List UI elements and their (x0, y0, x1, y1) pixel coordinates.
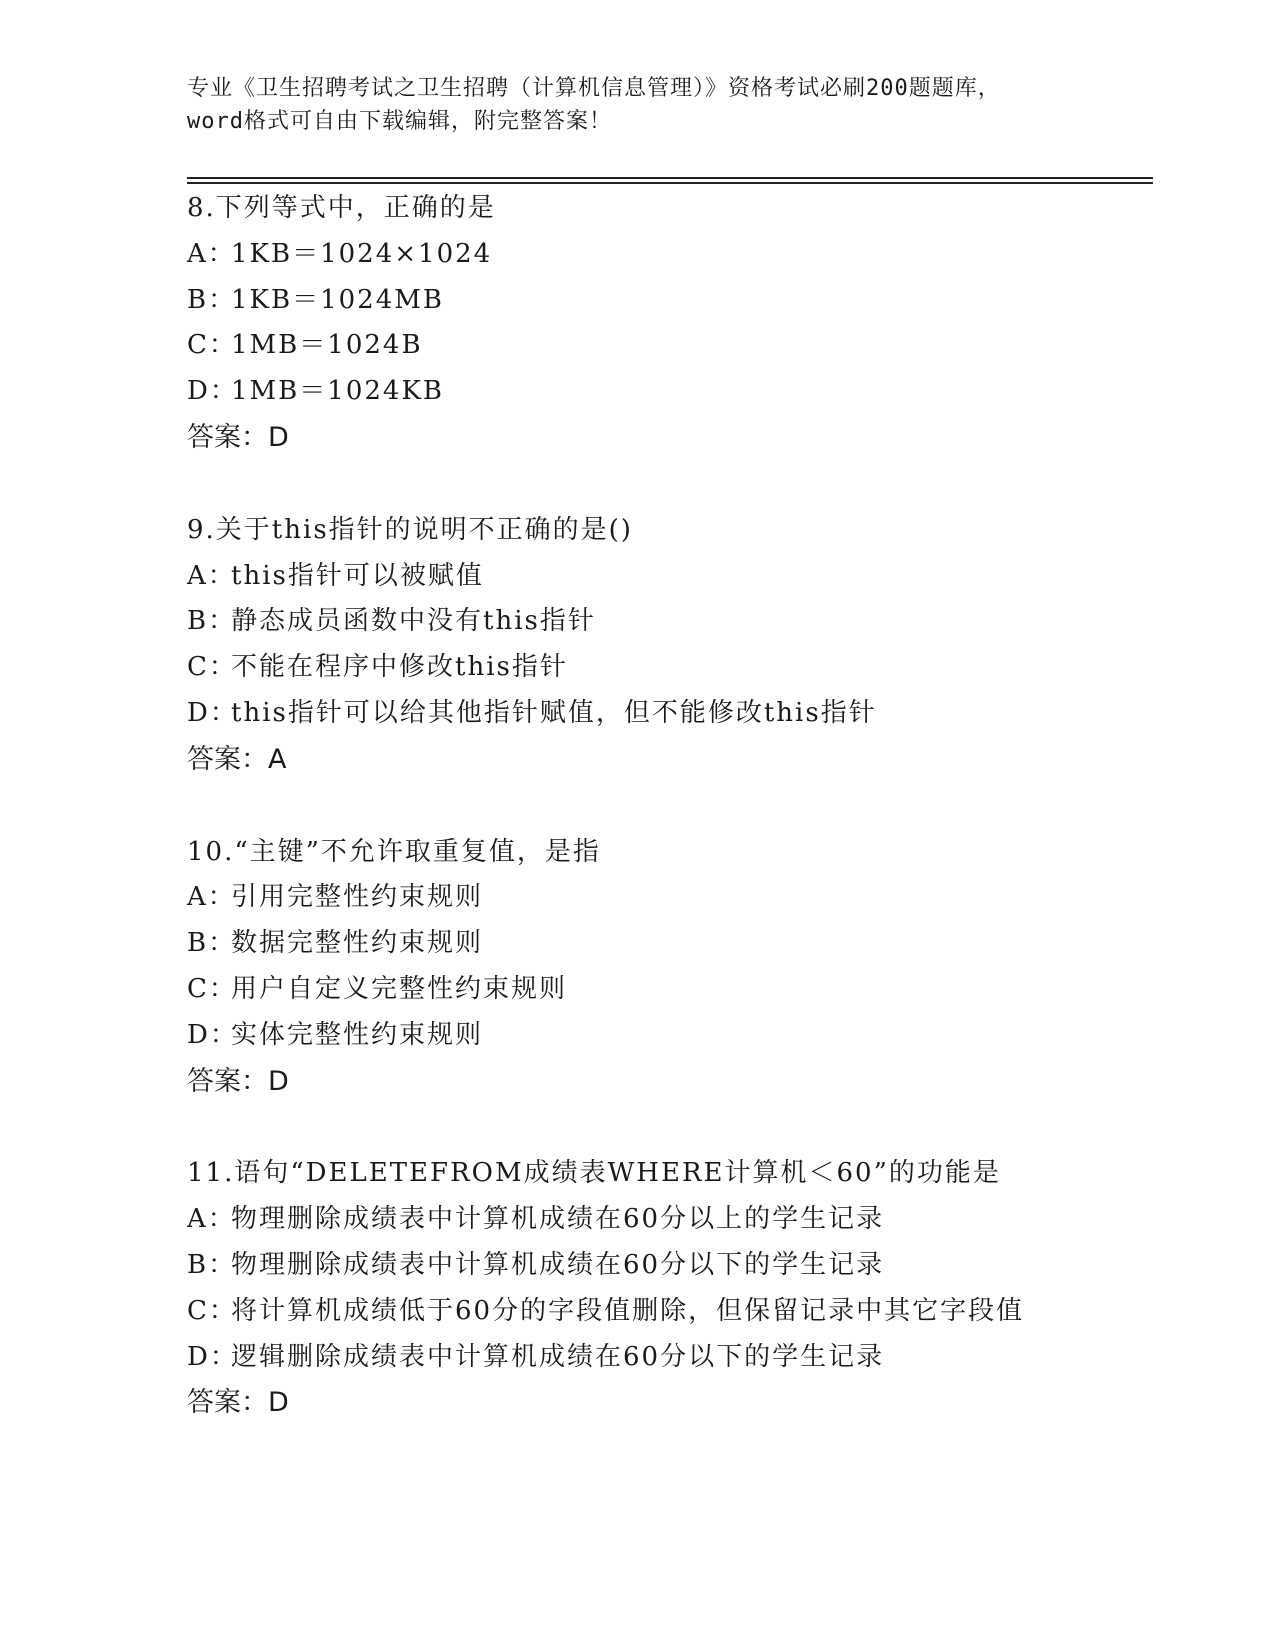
option-label: D： (187, 1341, 238, 1372)
option-label: A： (187, 238, 236, 269)
option-b (187, 921, 1167, 967)
option-label: C： (187, 973, 237, 1004)
option-b (187, 278, 1167, 324)
header-line-1: 专业《卫生招聘考试之卫生招聘（计算机信息管理）》资格考试必刷200题题库， (187, 76, 1001, 101)
option-label: D： (187, 1019, 238, 1050)
option-b (187, 599, 1167, 645)
option-text: 静态成员函数中没有this指针 (231, 606, 596, 637)
option-c (187, 1289, 1167, 1335)
option-label: B： (187, 606, 237, 637)
option-d (187, 369, 1167, 415)
header-divider-bottom (187, 182, 1153, 184)
option-text: 1KB＝1024×1024 (231, 238, 493, 269)
option-text: 物理删除成绩表中计算机成绩在60分以下的学生记录 (231, 1249, 885, 1280)
question-stem: 10.“主键”不允许取重复值，是指 (187, 836, 601, 867)
option-a (187, 1197, 1167, 1243)
option-text: 1MB＝1024B (231, 330, 423, 361)
option-text: 物理删除成绩表中计算机成绩在60分以上的学生记录 (231, 1204, 885, 1235)
question-list (187, 186, 1167, 1473)
question-stem: 9.关于this指针的说明不正确的是() (187, 514, 633, 545)
option-text: this指针可以被赋值 (231, 560, 484, 591)
option-d (187, 691, 1167, 737)
document-header (187, 72, 1087, 138)
option-label: B： (187, 284, 237, 315)
option-label: C： (187, 1295, 237, 1326)
option-label: B： (187, 928, 237, 959)
option-text: 不能在程序中修改this指针 (231, 652, 568, 683)
option-text: 将计算机成绩低于60分的字段值删除，但保留记录中其它字段值 (231, 1295, 1025, 1326)
option-label: C： (187, 330, 237, 361)
option-label: A： (187, 1204, 236, 1235)
question-10 (187, 830, 1167, 1105)
option-d (187, 1013, 1167, 1059)
option-text: 1KB＝1024MB (231, 284, 444, 315)
option-text: 引用完整性约束规则 (231, 882, 484, 913)
question-stem: 8.下列等式中，正确的是 (187, 193, 496, 223)
question-8 (187, 186, 1167, 461)
header-line-2: word格式可自由下载编辑，附完整答案！ (187, 109, 612, 134)
option-label: A： (187, 560, 236, 591)
answer-line: 答案：D (187, 421, 289, 453)
question-stem: 11.语句“DELETEFROM成绩表WHERE计算机＜60”的功能是 (187, 1158, 1001, 1189)
option-label: D： (187, 697, 238, 728)
option-c (187, 323, 1167, 369)
option-text: 实体完整性约束规则 (231, 1019, 484, 1050)
option-a (187, 875, 1167, 921)
question-11 (187, 1151, 1167, 1426)
option-a (187, 554, 1167, 600)
option-b (187, 1243, 1167, 1289)
option-a (187, 232, 1167, 278)
option-label: C： (187, 652, 237, 683)
option-c (187, 645, 1167, 691)
question-9 (187, 508, 1167, 783)
option-label: D： (187, 376, 238, 407)
option-text: 逻辑删除成绩表中计算机成绩在60分以下的学生记录 (231, 1341, 885, 1372)
answer-line: 答案：D (187, 1065, 289, 1097)
answer-line: 答案：A (187, 743, 287, 775)
option-text: 用户自定义完整性约束规则 (231, 973, 568, 1004)
option-text: 数据完整性约束规则 (231, 928, 484, 959)
answer-line: 答案：D (187, 1387, 289, 1419)
option-label: B： (187, 1249, 237, 1280)
header-divider-top (187, 177, 1153, 179)
option-label: A： (187, 882, 236, 913)
option-c (187, 967, 1167, 1013)
option-text: this指针可以给其他指针赋值，但不能修改this指针 (231, 697, 877, 728)
option-text: 1MB＝1024KB (231, 376, 444, 407)
option-d (187, 1335, 1167, 1381)
